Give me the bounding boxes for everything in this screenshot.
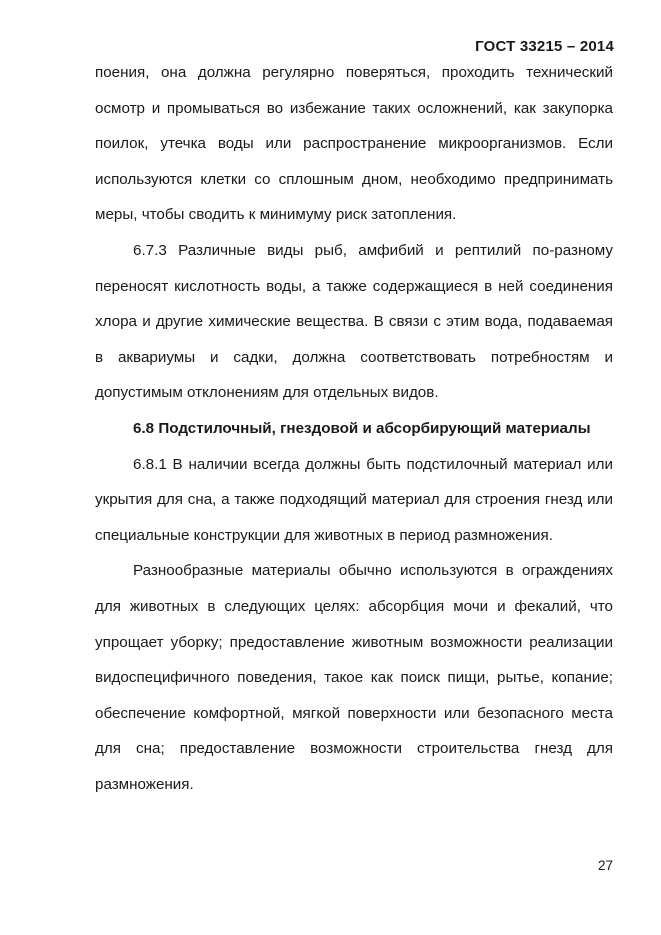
paragraph-6-8-1: 6.8.1 В наличии всегда должны быть подстилочный материал или укрытия для сна, а также подходящий материал для строения гнезд или специальные конструкции для животных в период размножения. xyxy=(95,455,613,544)
paragraph-materials-purposes: Разнообразные материалы обычно используются в ограждениях для животных в следующих целях: абсорбция мочи и фекалий, что упрощает уборку; предоставление животным возможности реализации видоспецифичного поведения, такое как поиск пищи, рытье, копание; обеспечение комфортной, мягкой поверхности или безопасного места для сна; предоставление возможности строительства гнезд для размножения. xyxy=(95,562,613,793)
paragraph-continuation: поения, она должна регулярно поверяться, проходить технический осмотр и промываться во избежание таких осложнений, как закупорка поилок, утечка воды или распространение микроорганизмов. Если используются клетки со сплошным дном, необходимо предпринимать меры, чтобы сводить к минимуму риск затопления. xyxy=(95,64,613,224)
section-heading-6-8: 6.8 Подстилочный, гнездовой и абсорбирующий материалы xyxy=(133,419,591,437)
document-body xyxy=(95,55,613,802)
document-code-header: ГОСТ 33215 – 2014 xyxy=(475,38,614,55)
paragraph-6-7-3: 6.7.3 Различные виды рыб, амфибий и рептилий по-разному переносят кислотность воды, а также содержащиеся в ней соединения хлора и другие химические вещества. В связи с этим вода, подаваемая в аквариумы и садки, должна соответствовать потребностям и допустимым отклонениям для отдельных видов. xyxy=(95,241,613,402)
page-number: 27 xyxy=(597,858,613,873)
